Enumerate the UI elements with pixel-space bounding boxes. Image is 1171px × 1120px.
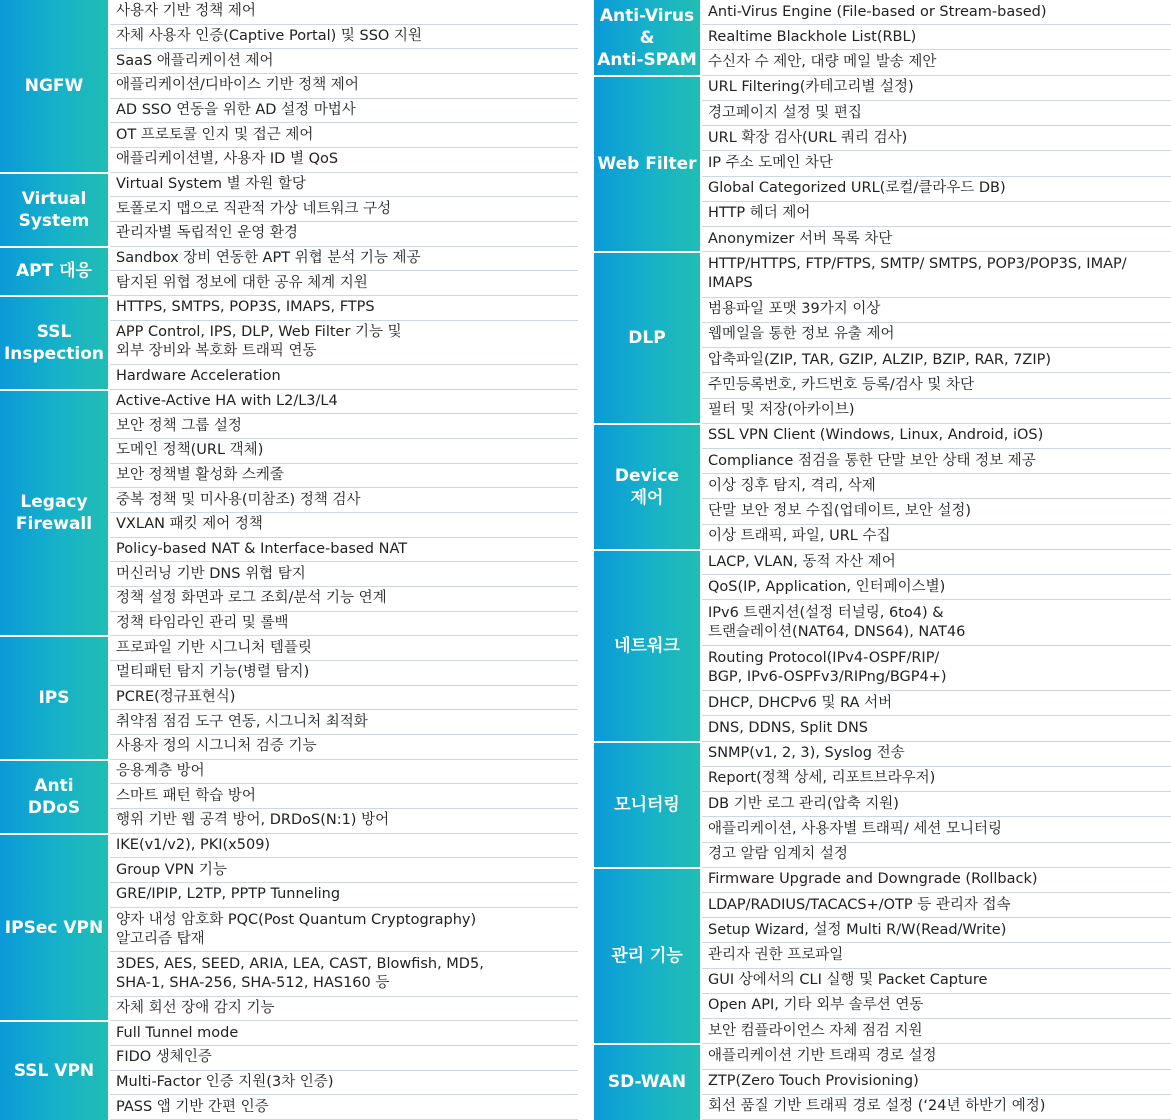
feature-section: [0, 173, 578, 247]
feature-item-text: 애플리케이션별, 사용자 ID 별 QoS: [116, 151, 339, 168]
category-label-line: Legacy: [20, 492, 88, 513]
feature-section: [0, 247, 578, 296]
category-label: [594, 76, 700, 253]
feature-item: [702, 1019, 1171, 1044]
feature-item-text: GUI 상에서의 CLI 실행 및 Packet Capture: [708, 972, 988, 989]
feature-item-text: 정책 타임라인 관리 및 롤백: [116, 615, 289, 632]
feature-item: [110, 49, 578, 74]
feature-item-text: 행위 기반 웹 공격 방어, DRDoS(N:1) 방어: [116, 812, 390, 829]
feature-item-text: LDAP/RADIUS/TACACS+/OTP 등 관리자 접속: [708, 896, 1011, 913]
category-label-line: Virtual: [21, 188, 87, 209]
feature-item-text: AD SSO 연동을 위한 AD 설정 마법사: [116, 102, 356, 118]
feature-item-text: Routing Protocol(IPv4-OSPF/RIP/: [708, 649, 940, 666]
category-label-line: DDoS: [27, 797, 81, 818]
feature-item-text: 스마트 패턴 학습 방어: [116, 787, 256, 804]
feature-item: [702, 550, 1171, 575]
feature-item: [110, 414, 578, 439]
feature-item-text: VXLAN 패킷 제어 정책: [116, 516, 263, 533]
feature-section: [594, 0, 1171, 76]
category-divider: [0, 172, 108, 174]
feature-item-text: 애플리케이션 기반 트래픽 경로 설정: [708, 1047, 937, 1064]
feature-item: [110, 908, 578, 952]
category-label: [0, 760, 108, 834]
feature-item-text: 범용파일 포맷 39가지 이상: [708, 301, 881, 318]
category-divider: [594, 75, 700, 77]
feature-item-text: 알고리즘 탑재: [116, 930, 205, 947]
category-label-line: Web Filter: [597, 153, 697, 174]
feature-item: [702, 1070, 1171, 1095]
feature-item: [702, 767, 1171, 792]
feature-item-text: 보안 정책 그룹 설정: [116, 417, 242, 434]
feature-item-text: 외부 장비와 복호화 트래픽 연동: [116, 343, 317, 360]
feature-section: [0, 1021, 578, 1120]
feature-item-text: Anti-Virus Engine (File-based or Stream-based): [708, 3, 1047, 20]
feature-item: [702, 843, 1171, 868]
category-label: [594, 1044, 700, 1120]
feature-item: [110, 661, 578, 686]
feature-item-text: 압축파일(ZIP, TAR, GZIP, ALZIP, BZIP, RAR, 7ZIP): [708, 351, 1052, 368]
feature-item-text: SSL VPN Client (Windows, Linux, Android, iOS): [708, 427, 1044, 444]
feature-item-text: 이상 징후 탐지, 격리, 삭제: [708, 477, 876, 494]
feature-item-text: HTTPS, SMTPS, POP3S, IMAPS, FTPS: [116, 299, 375, 316]
feature-item: [702, 50, 1171, 75]
feature-item-text: IMAPS: [708, 275, 753, 292]
feature-item: [702, 817, 1171, 842]
feature-item-text: 양자 내성 암호화 PQC(Post Quantum Cryptography): [116, 911, 477, 928]
feature-item: [702, 252, 1171, 297]
feature-item: [702, 76, 1171, 101]
feature-item-text: 트랜슬레이션(NAT64, DNS64), NAT46: [708, 623, 966, 640]
category-label: [594, 868, 700, 1045]
feature-item: [702, 101, 1171, 126]
feature-item: [110, 464, 578, 489]
feature-item: [110, 99, 578, 124]
feature-item-text: PASS 앱 기반 간편 인증: [116, 1098, 269, 1115]
feature-item-text: 수신자 수 제안, 대량 메일 발송 제안: [708, 54, 937, 71]
feature-item: [110, 488, 578, 513]
feature-item: [110, 952, 578, 996]
feature-item: [110, 1095, 578, 1120]
feature-item: [702, 177, 1171, 202]
feature-item: [702, 868, 1171, 893]
feature-section: [594, 424, 1171, 550]
category-label-line: IPSec VPN: [4, 917, 104, 938]
feature-item: [702, 716, 1171, 741]
feature-item: [110, 148, 578, 173]
category-label: [0, 390, 108, 637]
feature-item: [110, 686, 578, 711]
feature-item-text: 경고페이지 설정 및 편집: [708, 104, 862, 121]
feature-item-text: 회선 품질 기반 트래픽 경로 설정 (‘24년 하반기 예정): [708, 1098, 1046, 1115]
feature-item-text: Virtual System 별 자원 할당: [116, 176, 306, 192]
feature-item-text: URL Filtering(카테고리별 설정): [708, 79, 914, 96]
feature-item-text: 응용계층 방어: [116, 763, 205, 780]
feature-item: [110, 321, 578, 365]
feature-item: [702, 525, 1171, 550]
feature-item: [110, 25, 578, 50]
feature-item: [110, 1046, 578, 1071]
category-label-line: APT 대응: [16, 261, 92, 282]
feature-item-text: 정책 설정 화면과 로그 조회/분석 기능 연계: [116, 590, 387, 607]
category-label-line: Firewall: [15, 514, 93, 535]
feature-section: [0, 296, 578, 390]
feature-item-text: Group VPN 기능: [116, 861, 227, 878]
category-label-line: &: [639, 27, 655, 48]
feature-item-text: HTTP/HTTPS, FTP/FTPS, SMTP/ SMTPS, POP3/POP3S, IMAP/: [708, 256, 1127, 273]
feature-item: [702, 1044, 1171, 1069]
feature-item-text: 멀티패턴 탐지 기능(병렬 탐지): [116, 664, 310, 681]
category-label: [594, 742, 700, 868]
category-label: [594, 424, 700, 550]
feature-item: [110, 997, 578, 1022]
feature-item-text: GRE/IPIP, L2TP, PPTP Tunneling: [116, 886, 341, 903]
feature-item: [110, 247, 578, 272]
feature-section: [594, 1044, 1171, 1120]
feature-item: [110, 1071, 578, 1096]
feature-item: [110, 760, 578, 785]
feature-item: [702, 373, 1171, 398]
category-label-line: SD-WAN: [607, 1072, 687, 1093]
feature-item: [110, 222, 578, 247]
feature-item-text: DB 기반 로그 관리(압축 지원): [708, 795, 899, 812]
category-label-line: 제어: [630, 487, 664, 508]
feature-item-text: APP Control, IPS, DLP, Web Filter 기능 및: [116, 324, 402, 341]
category-divider: [594, 251, 700, 253]
feature-item: [702, 943, 1171, 968]
feature-item: [110, 296, 578, 321]
category-divider: [0, 759, 108, 761]
category-divider: [0, 295, 108, 297]
feature-item-text: SHA-1, SHA-256, SHA-512, HAS160 등: [116, 974, 390, 991]
feature-item: [110, 74, 578, 99]
category-label: [0, 173, 108, 247]
category-label-line: DLP: [628, 328, 666, 349]
feature-item-text: SaaS 애플리케이션 제어: [116, 52, 274, 69]
category-label-line: 모니터링: [614, 794, 680, 815]
feature-item-text: 애플리케이션, 사용자별 트래픽/ 세션 모니터링: [708, 820, 1003, 837]
feature-item: [702, 399, 1171, 424]
feature-item-text: 사용자 기반 정책 제어: [116, 3, 256, 20]
feature-item: [702, 1095, 1171, 1120]
feature-item-text: 단말 보안 정보 수집(업데이트, 보안 설정): [708, 503, 972, 520]
category-label-line: Inspection: [3, 343, 105, 364]
feature-section: [0, 0, 578, 173]
category-label-line: Anti-SPAM: [597, 49, 697, 70]
feature-item: [110, 562, 578, 587]
feature-item-text: 자체 회선 장애 감지 기능: [116, 999, 275, 1016]
feature-item-text: Hardware Acceleration: [116, 368, 281, 385]
feature-item-text: 탐지된 위협 정보에 대한 공유 체계 지원: [116, 274, 368, 291]
category-label: [594, 550, 700, 742]
feature-item: [702, 126, 1171, 151]
feature-item-text: 보안 정책별 활성화 스케줄: [116, 467, 284, 484]
feature-item: [702, 474, 1171, 499]
feature-item-text: DHCP, DHCPv6 및 RA 서버: [708, 694, 893, 711]
feature-item: [110, 197, 578, 222]
feature-item: [110, 538, 578, 563]
category-label-line: Device: [614, 465, 680, 486]
feature-item-text: Setup Wizard, 설정 Multi R/W(Read/Write): [708, 921, 1007, 938]
feature-item-text: 보안 컴플라이언스 자체 점검 지원: [708, 1022, 923, 1039]
feature-item-text: 필터 및 저장(아카이브): [708, 402, 855, 419]
feature-item: [702, 323, 1171, 348]
feature-item: [702, 25, 1171, 50]
feature-item-text: Sandbox 장비 연동한 APT 위협 분석 기능 제공: [116, 250, 421, 267]
category-label-line: 관리 기능: [611, 946, 683, 967]
feature-item: [702, 151, 1171, 176]
feature-section: [594, 252, 1171, 424]
category-label-line: Anti-Virus: [599, 5, 695, 26]
feature-item: [110, 636, 578, 661]
feature-item-text: Compliance 점검을 통한 단말 보안 상태 정보 제공: [708, 452, 1036, 469]
feature-item-text: Active-Active HA with L2/L3/L4: [116, 393, 338, 410]
feature-item-text: IP 주소 도메인 차단: [708, 154, 833, 171]
feature-item-text: FIDO 생체인증: [116, 1049, 212, 1066]
feature-item-text: IPv6 트랜지션(설정 터널링, 6to4) &: [708, 604, 944, 621]
feature-item-text: 머신러닝 기반 DNS 위협 탐지: [116, 565, 306, 582]
feature-item-text: 관리자별 독립적인 운영 환경: [116, 225, 298, 242]
category-divider: [594, 867, 700, 869]
category-divider: [0, 635, 108, 637]
feature-item: [110, 365, 578, 390]
feature-item: [702, 792, 1171, 817]
category-label: [0, 834, 108, 1021]
category-divider: [594, 741, 700, 743]
feature-section: [594, 76, 1171, 253]
category-label: [594, 252, 700, 424]
feature-section: [0, 834, 578, 1021]
category-label: [0, 296, 108, 390]
category-label-line: 네트워크: [614, 635, 680, 656]
feature-item-text: QoS(IP, Application, 인터페이스별): [708, 578, 946, 595]
feature-item-text: Open API, 기타 외부 솔루션 연동: [708, 997, 924, 1014]
feature-item: [110, 809, 578, 834]
category-label: [0, 636, 108, 759]
feature-item: [110, 858, 578, 883]
feature-item-text: PCRE(정규표현식): [116, 689, 236, 706]
feature-item: [702, 691, 1171, 716]
feature-item: [702, 0, 1171, 25]
feature-section: [594, 742, 1171, 868]
feature-item: [110, 735, 578, 760]
feature-item-text: 토폴로지 맵으로 직관적 가상 네트워크 구성: [116, 200, 392, 217]
feature-item-text: LACP, VLAN, 동적 자산 제어: [708, 553, 896, 570]
category-label: [0, 247, 108, 296]
feature-item: [702, 499, 1171, 524]
feature-item: [702, 742, 1171, 767]
feature-item: [110, 173, 578, 198]
feature-item-text: Realtime Blackhole List(RBL): [708, 28, 917, 45]
feature-item: [110, 439, 578, 464]
feature-item: [702, 227, 1171, 252]
feature-item: [110, 513, 578, 538]
feature-item-text: 관리자 권한 프로파일: [708, 947, 844, 964]
feature-item-text: 자체 사용자 인증(Captive Portal) 및 SSO 지원: [116, 27, 422, 44]
category-label: [594, 0, 700, 76]
feature-item-text: Full Tunnel mode: [116, 1024, 239, 1041]
feature-item: [110, 0, 578, 25]
feature-section: [0, 760, 578, 834]
feature-item: [110, 784, 578, 809]
category-label-line: SSL: [36, 321, 72, 342]
feature-item-text: 애플리케이션/디바이스 기반 정책 제어: [116, 77, 359, 94]
feature-item-text: BGP, IPv6-OSPFv3/RIPng/BGP4+): [708, 668, 947, 685]
feature-item: [702, 918, 1171, 943]
feature-item: [702, 449, 1171, 474]
feature-item: [702, 646, 1171, 691]
feature-item-text: 취약점 점검 도구 연동, 시그니처 최적화: [116, 713, 368, 730]
feature-item: [110, 612, 578, 637]
category-label: [0, 0, 108, 173]
feature-section: [0, 636, 578, 759]
feature-item: [702, 969, 1171, 994]
feature-item-text: 웹메일을 통한 정보 유출 제어: [708, 326, 895, 343]
category-label-line: SSL VPN: [13, 1060, 95, 1081]
feature-item: [110, 883, 578, 908]
feature-item: [702, 348, 1171, 373]
feature-item: [110, 271, 578, 296]
feature-item: [110, 710, 578, 735]
feature-item-text: HTTP 헤더 제어: [708, 205, 811, 222]
category-label-line: Anti: [34, 775, 74, 796]
feature-item-text: OT 프로토콜 인지 및 접근 제어: [116, 126, 314, 143]
feature-item-text: URL 확장 검사(URL 쿼리 검사): [708, 129, 908, 146]
category-divider: [594, 549, 700, 551]
feature-item: [110, 123, 578, 148]
feature-item-text: ZTP(Zero Touch Provisioning): [708, 1073, 919, 1090]
feature-item: [110, 834, 578, 859]
feature-item: [702, 298, 1171, 323]
feature-item-text: 주민등록번호, 카드번호 등록/검사 및 차단: [708, 376, 975, 393]
category-divider: [0, 833, 108, 835]
feature-item-text: SNMP(v1, 2, 3), Syslog 전송: [708, 745, 905, 762]
category-label-line: System: [18, 210, 90, 231]
feature-item: [702, 202, 1171, 227]
category-divider: [594, 1043, 700, 1045]
category-label: [0, 1021, 108, 1120]
feature-item-text: 프로파일 기반 시그니처 템플릿: [116, 639, 312, 656]
feature-item-text: 3DES, AES, SEED, ARIA, LEA, CAST, Blowfish, MD5,: [116, 955, 484, 972]
feature-section: [0, 390, 578, 637]
feature-item-text: 중복 정책 및 미사용(미참조) 정책 검사: [116, 491, 361, 508]
category-label-line: IPS: [38, 688, 70, 709]
feature-item: [110, 587, 578, 612]
feature-item: [702, 424, 1171, 449]
feature-item-text: 이상 트래픽, 파일, URL 수집: [708, 528, 891, 545]
feature-item: [702, 893, 1171, 918]
category-divider: [594, 423, 700, 425]
feature-item-text: Firmware Upgrade and Downgrade (Rollback): [708, 871, 1038, 888]
feature-item-text: Report(정책 상세, 리포트브라우저): [708, 770, 936, 787]
feature-item-text: IKE(v1/v2), PKI(x509): [116, 837, 271, 854]
feature-item-text: Anonymizer 서버 목록 차단: [708, 230, 893, 247]
feature-item: [702, 575, 1171, 600]
category-divider: [0, 246, 108, 248]
feature-item-text: 사용자 정의 시그니처 검증 기능: [116, 738, 317, 755]
category-label-line: NGFW: [24, 76, 84, 97]
feature-item: [702, 600, 1171, 645]
feature-section: [594, 868, 1171, 1045]
feature-item-text: 경고 알람 임계치 설정: [708, 846, 848, 863]
feature-item-text: Multi-Factor 인증 지원(3차 인증): [116, 1073, 334, 1090]
feature-item: [702, 994, 1171, 1019]
feature-item: [110, 390, 578, 415]
category-divider: [0, 389, 108, 391]
feature-item-text: Policy-based NAT & Interface-based NAT: [116, 541, 408, 558]
feature-item-text: 도메인 정책(URL 객체): [116, 442, 264, 459]
category-divider: [0, 1020, 108, 1022]
feature-section: [594, 550, 1171, 742]
feature-item-text: DNS, DDNS, Split DNS: [708, 720, 869, 736]
feature-item-text: Global Categorized URL(로컬/클라우드 DB): [708, 180, 1006, 197]
feature-item: [110, 1021, 578, 1046]
